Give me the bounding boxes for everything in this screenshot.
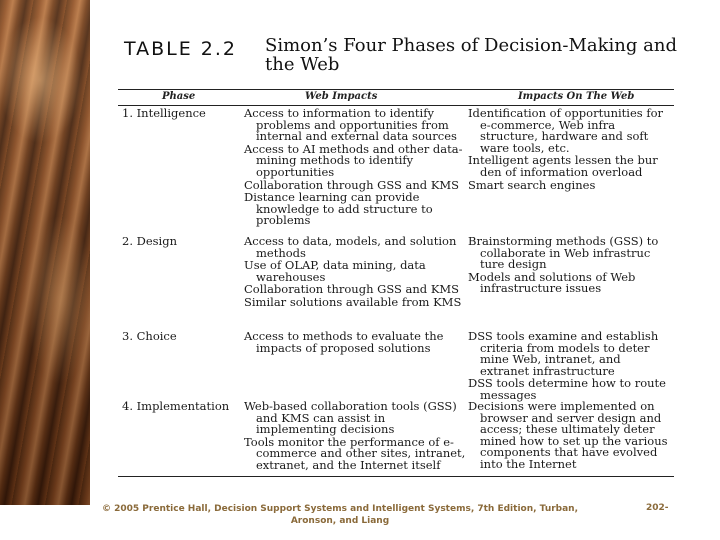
- row-3-impacts-on-web: [468, 331, 672, 403]
- table-label: TABLE 2.2: [124, 38, 238, 60]
- header-impacts-on-web: Impacts On The Web: [518, 91, 635, 102]
- list-item: Models and solutions of Web infrastructure issues: [468, 269, 636, 296]
- list-item: Identification of opportunities for e-commerce, Web infra structure, hardware and soft ware tools, etc.: [468, 106, 664, 155]
- row-1-web-impacts: [244, 108, 466, 228]
- list-item: Distance learning can provide knowledge to add structure to problems: [244, 190, 433, 228]
- list-item: Use of OLAP, data mining, data warehouses: [244, 258, 426, 284]
- list-item: DSS tools determine how to route messages: [468, 376, 666, 402]
- list-item: Access to AI methods and other data-mining methods to identify opportunities: [244, 141, 463, 179]
- list-item: Smart search engines: [468, 177, 596, 192]
- list-item: Access to methods to evaluate the impacts of proposed solutions: [244, 329, 444, 355]
- table-top-rule: [118, 89, 674, 90]
- list-item: Similar solutions available from KMS: [244, 294, 462, 309]
- row-2-phase: 2. Design: [122, 234, 178, 248]
- list-item: Decisions were implemented on browser and server design and access; these ultimately deter mined how to set up the various components that have evolved into the Internet: [468, 399, 668, 471]
- row-4-web-impacts: [244, 401, 466, 473]
- list-item: Web-based collaboration tools (GSS) and KMS can assist in implementing decisions: [244, 399, 457, 437]
- header-phase: Phase: [162, 91, 196, 102]
- list-item: Access to data, models, and solution methods: [244, 234, 457, 260]
- list-item: Collaboration through GSS and KMS: [244, 177, 460, 192]
- page-number: 202-: [646, 503, 669, 513]
- row-4-impacts-on-web: [468, 401, 672, 472]
- row-3-web-impacts: [244, 331, 466, 355]
- list-item: Intelligent agents lessen the bur den of information overload: [468, 153, 658, 179]
- list-item: Access to information to identify problems and opportunities from internal and external data sources: [244, 106, 457, 144]
- wood-texture-border: [0, 0, 90, 505]
- row-1-impacts-on-web: [468, 108, 672, 192]
- list-item: Brainstorming methods (GSS) to collaborate in Web infrastruc ture design: [468, 234, 659, 272]
- list-item: Tools monitor the performance of e-commerce and other sites, intranet, extranet, and the Internet itself: [244, 434, 466, 472]
- list-item: DSS tools examine and establish criteria from models to deter mine Web, intranet, and extranet infrastructure: [468, 329, 659, 378]
- table-title: Simon’s Four Phases of Decision-Making and the Web: [265, 35, 677, 75]
- footer-citation: © 2005 Prentice Hall, Decision Support Systems and Intelligent Systems, 7th Edition, Turban, Aronson, and Liang: [101, 504, 579, 526]
- row-2-impacts-on-web: [468, 236, 672, 296]
- table-bottom-rule: [118, 476, 674, 477]
- row-1-phase: 1. Intelligence: [122, 106, 206, 120]
- list-item: Collaboration through GSS and KMS: [244, 282, 460, 297]
- header-web-impacts: Web Impacts: [305, 91, 378, 102]
- row-2-web-impacts: [244, 236, 466, 310]
- row-3-phase: 3. Choice: [122, 329, 177, 343]
- row-4-phase: 4. Implementation: [122, 399, 230, 413]
